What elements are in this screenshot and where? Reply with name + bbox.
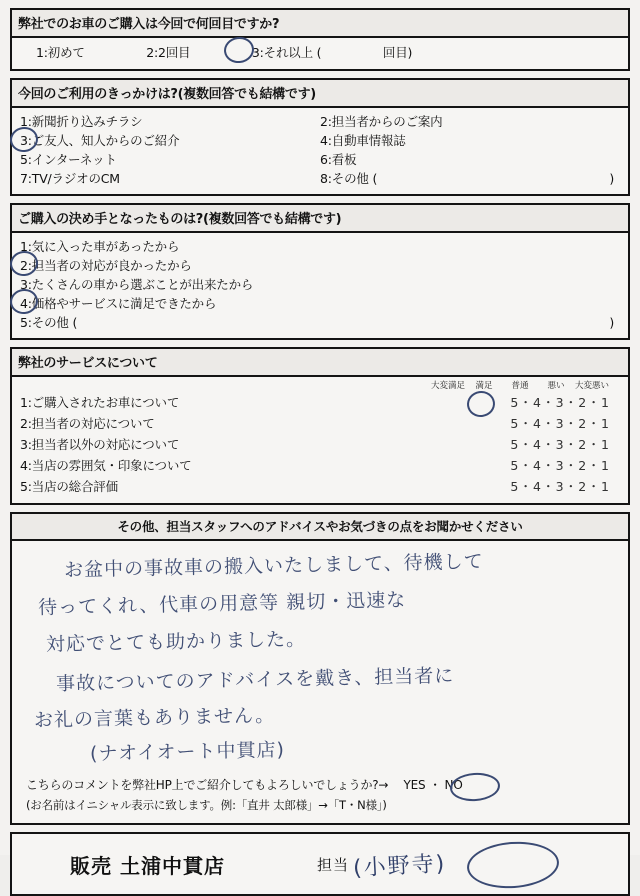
shop-name: 販売 土浦中貫店	[70, 853, 225, 878]
scale-header-3: 悪い	[547, 381, 565, 391]
q2-option-1[interactable]: 1:新聞折り込みチラシ	[20, 114, 143, 129]
q4-row-3	[20, 434, 620, 455]
q2-option-8[interactable]	[320, 169, 620, 188]
q1-option-1[interactable]: 1:初めて	[36, 45, 85, 60]
question-block-purchase-count	[10, 8, 630, 71]
hp-question-row	[26, 775, 618, 795]
q3-title: ご購入の決め手となったものは?(複数回答でも結構です)	[12, 205, 628, 233]
q3-option-5-label: 5:その他 (	[20, 315, 78, 330]
comment-line-1: お盆中の事故車の搬入いたしまして、待機して	[63, 550, 484, 582]
q3-option-5-tail: )	[609, 315, 614, 330]
q4-row-2-scale[interactable]: 5・4・3・2・1	[510, 416, 610, 431]
q4-row-1-label: 1:ご購入されたお車について	[20, 395, 180, 410]
q4-row-3-label: 3:担当者以外の対応について	[20, 437, 180, 452]
question-block-trigger	[10, 78, 630, 196]
question-block-decider	[10, 203, 630, 340]
comment-line-3: 対応でとても助かりました。	[45, 628, 307, 656]
staff-label: 担当	[316, 855, 349, 874]
q1-option-3[interactable]: 3:それ以上 (	[251, 45, 322, 60]
q2-option-2[interactable]: 2:担当者からのご案内	[320, 114, 443, 129]
comment-line-5: お礼の言葉もありません。	[33, 704, 276, 732]
q3-option-2[interactable]: 2:担当者の対応が良かったから	[20, 258, 192, 273]
q2-option-7[interactable]: 7:TV/ラジオのCM	[20, 171, 120, 186]
hp-yes[interactable]: YES	[403, 778, 426, 792]
q4-row-4-label: 4:当店の雰囲気・印象について	[20, 458, 192, 473]
staff-signature-circle	[466, 839, 561, 891]
q4-row-5-label: 5:当店の総合評価	[20, 479, 118, 494]
q2-option-8-label: 8:その他 (	[320, 171, 378, 186]
q4-row-5	[20, 476, 620, 497]
q2-option-6[interactable]: 6:看板	[320, 152, 357, 167]
scale-header-2: 普通	[511, 381, 529, 391]
q2-title: 今回のご利用のきっかけは?(複数回答でも結構です)	[12, 80, 628, 108]
q4-row-2	[20, 413, 620, 434]
staff-signature: (小野寺)	[352, 851, 447, 881]
hp-sep: ・	[429, 778, 441, 792]
comment-title: その他、担当スタッフへのアドバイスやお気づきの点をお聞かせください	[12, 514, 628, 541]
hp-no[interactable]: NO	[444, 778, 463, 792]
q4-row-3-scale[interactable]: 5・4・3・2・1	[510, 437, 610, 452]
comment-line-4: 事故についてのアドバイスを戴き、担当者に	[55, 664, 455, 696]
comment-line-6: (ナオイオート中貫店)	[89, 738, 286, 766]
q4-row-4-scale[interactable]: 5・4・3・2・1	[510, 458, 610, 473]
footer-bar	[10, 832, 630, 896]
q3-option-1[interactable]: 1:気に入った車があったから	[20, 239, 180, 254]
scale-header-1: 満足	[475, 381, 493, 391]
hp-permission	[12, 769, 628, 823]
q4-row-1-scale[interactable]: 5・4・3・2・1	[510, 395, 610, 410]
q1-option-2[interactable]: 2:2回目	[146, 45, 191, 60]
q4-scale-headers	[20, 379, 620, 392]
q4-row-5-scale[interactable]: 5・4・3・2・1	[510, 479, 610, 494]
handwritten-comment	[12, 541, 628, 769]
comment-block	[10, 512, 630, 825]
comment-line-2: 待ってくれ、代車の用意等 親切・迅速な	[37, 589, 407, 619]
q1-option-3-tail: 回目)	[382, 45, 413, 60]
q3-option-4[interactable]: 4:価格やサービスに満足できたから	[20, 296, 217, 311]
q4-row-2-label: 2:担当者の対応について	[20, 416, 155, 431]
q4-row-4	[20, 455, 620, 476]
q1-title: 弊社でのお車のご購入は今回で何回目ですか?	[12, 10, 628, 38]
scale-header-0: 大変満足	[430, 381, 465, 391]
hp-question: こちらのコメントを弊社HP上でご紹介してもよろしいでしょうか?→	[26, 778, 389, 792]
q2-option-3[interactable]: 3:ご友人、知人からのご紹介	[20, 133, 180, 148]
q2-option-4[interactable]: 4:自動車情報誌	[320, 133, 406, 148]
q3-option-3[interactable]: 3:たくさんの車から選ぶことが出来たから	[20, 277, 254, 292]
q4-row-1	[20, 392, 620, 413]
hp-example-note: (お名前はイニシャル表示に致します。例:「直井 太郎様」→「T・N様」)	[26, 798, 387, 812]
question-block-service	[10, 347, 630, 505]
q3-option-5[interactable]	[20, 313, 620, 332]
q2-option-5[interactable]: 5:インターネット	[20, 152, 117, 167]
scale-header-4: 大変悪い	[574, 381, 609, 391]
q4-title: 弊社のサービスについて	[12, 349, 628, 377]
q1-options	[20, 42, 620, 63]
q2-option-8-tail: )	[609, 171, 614, 186]
